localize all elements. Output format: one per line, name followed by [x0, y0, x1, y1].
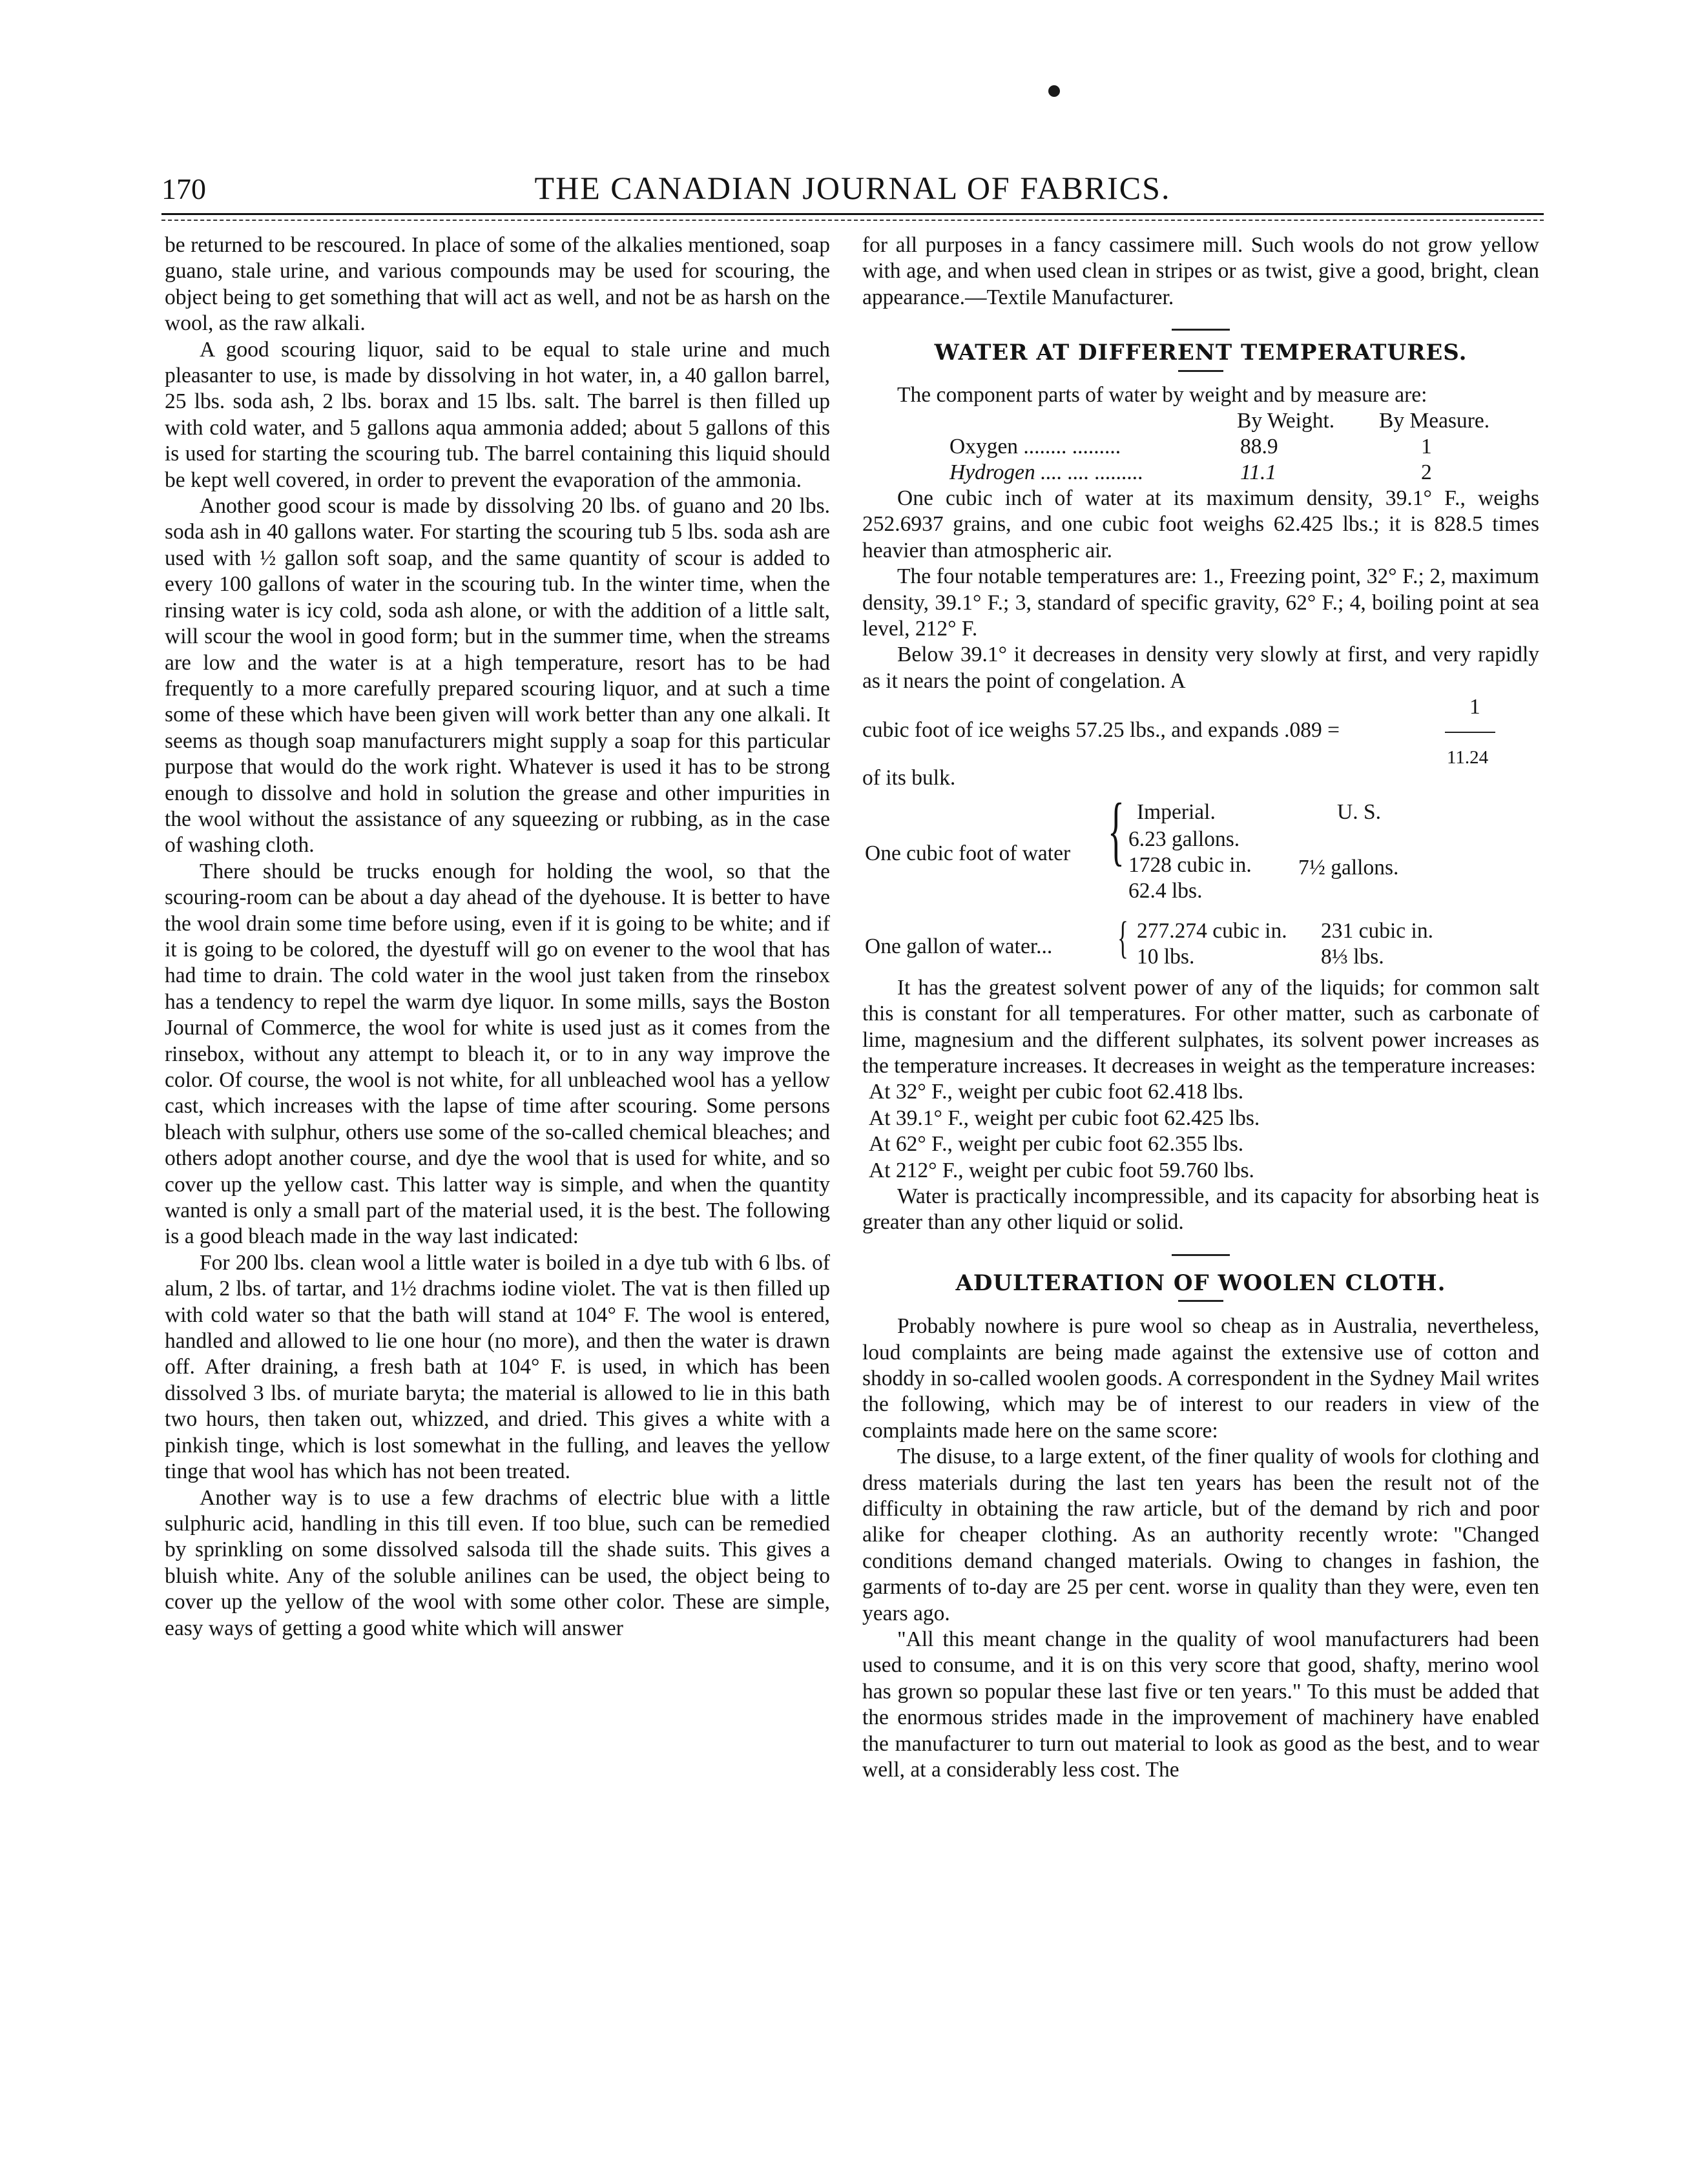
- brace-icon: {: [1117, 912, 1128, 963]
- paragraph: A good scouring liquor, said to be equal to stale urine and much pleasanter to use, is made by dissolving in hot water, in, a 40 gallon barrel, 25 lbs. soda ash, 2 lbs. borax and 15 lbs. salt. The barrel is then filled up with cold water, and 5 gallons aqua ammonia added; about 5 gallons of this is used for starting the scouring tub. The barrel containing this liquid should be kept well covered, in order to prevent the evaporation of the ammonia.: [165, 337, 830, 492]
- printer-mark: [1048, 85, 1060, 97]
- composition-row: [862, 434, 1539, 460]
- measure-value: 1: [1421, 435, 1432, 459]
- ice-text: cubic foot of ice weighs 57.25 lbs., and expands .089 =: [862, 718, 1340, 743]
- brace-icon: {: [1108, 787, 1125, 873]
- composition-header-row: [862, 408, 1539, 434]
- paragraph: of its bulk.: [862, 766, 956, 790]
- weight-value: 88.9: [1240, 435, 1278, 459]
- weight-item: At 212° F., weight per cubic foot 59.760 lbs.: [869, 1158, 1254, 1182]
- paragraph: Below 39.1° it decreases in density very slowly at first, and very rapidly as it nears the point of congelation. A: [862, 643, 1539, 693]
- cubic-foot-table: [862, 787, 1539, 907]
- paragraph: The disuse, to a large extent, of the finer quality of wools for clothing and dress materials during the last ten years has been the result not of the difficulty in obtaining the raw article, but of the demand by rich and poor alike for cheaper clothing. As an authority recently wrote: "Changed conditions demand changed materials. Owing to changes in fashion, the garments of to-day are 25 per cent. worse in quality than they were, even ten years ago.: [862, 1445, 1539, 1625]
- fraction-numerator: 1: [1469, 695, 1480, 719]
- fraction-bar: [1445, 732, 1495, 733]
- page-number: 170: [161, 172, 206, 205]
- composition-row: [862, 460, 1539, 486]
- header-rule: [161, 213, 1544, 215]
- imperial-value: 6.23 gallons.: [1128, 827, 1240, 851]
- imperial-value: 10 lbs.: [1137, 944, 1195, 969]
- paragraph: Another way is to use a few drachms of electric blue with a little sulphuric acid, handling in this till even. If too blue, such can be remedied by sprinkling on some dissolved salsoda till the shade suits. This gives a bluish white. Any of the soluble anilines can be used, the object being to cover up the yellow of the wool with some other color. These are simple, easy ways of getting a good white which will answer: [165, 1485, 830, 1640]
- us-value: 8⅓ lbs.: [1321, 944, 1384, 969]
- paragraph: Probably nowhere is pure wool so cheap as in Australia, nevertheless, loud complaints are being made against the extensive use of cotton and shoddy in so-called woolen goods. A correspondent in the Sydney Mail writes the following, which may be of interest to our readers in view of the complaints made here on the same score:: [862, 1314, 1539, 1443]
- weight-list: [862, 1079, 1539, 1184]
- imperial-header: Imperial.: [1137, 799, 1216, 824]
- gallon-table: [862, 912, 1539, 975]
- spacer: [862, 311, 1539, 329]
- article-heading: WATER AT DIFFERENT TEMPERATURES.: [934, 340, 1468, 366]
- weight-item: At 32° F., weight per cubic foot 62.418 lbs.: [869, 1080, 1244, 1104]
- by-measure-header: By Measure.: [1379, 409, 1490, 433]
- by-weight-header: By Weight.: [1237, 409, 1335, 433]
- weight-item: At 62° F., weight per cubic foot 62.355 lbs.: [869, 1132, 1244, 1157]
- paragraph: "All this meant change in the quality of wool manufacturers had been used to consume, and it is on this very score that good, shafty, merino wool has grown so popular these last five or ten years." To this must be added that the enormous strides made in the improvement of machinery have enabled the manufacturer to turn out material to look as good as the best, and to wear well, at a considerably less cost. The: [862, 1627, 1539, 1782]
- ice-expansion-line: [862, 694, 1539, 768]
- paragraph: The four notable temperatures are: 1., Freezing point, 32° F.; 2, maximum density, 39.1° F.; 3, standard of specific gravity, 62° F.; 4, boiling point at sea level, 212° F.: [862, 564, 1539, 641]
- paragraph: There should be trucks enough for holding the wool, so that the scouring-room can be about a day ahead of the dyehouse. It is better to have the wool drain some time before using, even if it is going to be white; and if it is going to be colored, the dyestuff will go on evener to the wool that has had time to drain. The cold water in the wool just taken from the rinsebox has a tendency to repel the warm dye liquor. In some mills, says the Boston Journal of Commerce, the wool for white is used just as it comes from the rinsebox, without any attempt to bleach it, or to in any way improve the color. Of course, the wool is not white, for all unbleached wool has a yellow cast, which increases with the lapse of time after scouring. Some persons bleach with sulphur, others use some of the so-called chemical bleaches; and others adopt another course, and dye the wool that is used for white, and so cover up the yellow cast. This latter way is simple, and when the quantity wanted is only a small part of the material used, it is the best. The following is a good bleach made in the way last indicated:: [165, 859, 830, 1249]
- imperial-value: 277.274 cubic in.: [1137, 918, 1287, 943]
- paragraph: be returned to be rescoured. In place of some of the alkalies mentioned, soap guano, stale urine, and various compounds may be used for scouring, the object being to get something that will act as well, and not be as harsh on the wool, as the raw alkali.: [165, 233, 830, 336]
- left-column: [165, 232, 830, 1642]
- element-name: Hydrogen .... .... .........: [949, 460, 1144, 485]
- page-header: [161, 169, 1544, 212]
- right-column: [862, 232, 1539, 1783]
- paragraph: One cubic inch of water at its maximum density, 39.1° F., weighs 252.6937 grains, and one cubic foot weighs 62.425 lbs.; it is 828.5 times heavier than atmospheric air.: [862, 486, 1539, 562]
- paragraph: The component parts of water by weight and by measure are:: [897, 382, 1427, 407]
- imperial-value: 1728 cubic in.: [1128, 852, 1252, 877]
- paragraph: Another good scour is made by dissolving 20 lbs. of guano and 20 lbs. soda ash in 40 gallons water. For starting the scouring tub 5 lbs. soda ash are used with ½ gallon soft soap, and the same quantity of scour is added to every 100 gallons of water in the scouring tub. In the winter time, when the rinsing water is icy cold, soda ash alone, or with the addition of a little salt, will scour the wool in good form; but in the summer time, when the streams are low and the water is at a high temperature, resort has to be had frequently to a more carefully prepared scouring liquor, and at such a time some of these which have been given will work better than any one alkali. It seems as though soap manufacturers might supply a soap for this particular purpose that would do the work right. Whatever is used it has to be strong enough to dissolve and hold in solution the grease and other impurities in the wool without the assistance of any squeezing or rubbing, as in the case of washing cloth.: [165, 494, 830, 858]
- us-header: U. S.: [1337, 799, 1381, 824]
- us-value: 231 cubic in.: [1321, 918, 1433, 943]
- header-rule-dashed: [161, 220, 1544, 221]
- paragraph: for all purposes in a fancy cassimere mill. Such wools do not grow yellow with age, and when used clean in stripes or as twist, give a good, bright, clean appearance.—Textile Manufacturer.: [862, 233, 1539, 309]
- paragraph: For 200 lbs. clean wool a little water is boiled in a dye tub with 6 lbs. of alum, 2 lbs. of tartar, and 1½ drachms iodine violet. The vat is then filled up with cold water so that the bath will stand at 104° F. The wool is entered, handled and allowed to lie one hour (no more), and then the water is drawn off. After draining, a fresh bath at 104° F. is used, in which has been dissolved 3 lbs. of muriate baryta; the material is allowed to lie in this bath two hours, then taken out, whizzed, and dried. This gives a white with a pinkish tinge, which is lost somewhat in the fulling, and leaves the yellow tinge that wool has which has not been treated.: [165, 1250, 830, 1484]
- gallon-label: One gallon of water...: [865, 934, 1053, 958]
- paragraph: Water is practically incompressible, and its capacity for absorbing heat is greater than any other liquid or solid.: [862, 1184, 1539, 1235]
- element-name: Oxygen ........ .........: [949, 435, 1121, 459]
- article-heading: ADULTERATION OF WOOLEN CLOTH.: [955, 1270, 1446, 1296]
- journal-title: THE CANADIAN JOURNAL OF FABRICS.: [534, 170, 1171, 206]
- fraction-denominator: 11.24: [1447, 747, 1489, 768]
- us-value: 7½ gallons.: [1298, 855, 1399, 880]
- measure-value: 2: [1421, 460, 1432, 485]
- cubic-foot-label: One cubic foot of water: [865, 841, 1071, 865]
- imperial-value: 62.4 lbs.: [1128, 878, 1203, 903]
- weight-item: At 39.1° F., weight per cubic foot 62.425 lbs.: [869, 1106, 1260, 1130]
- weight-value: 11.1: [1240, 460, 1277, 485]
- paragraph: It has the greatest solvent power of any of the liquids; for common salt this is constant for all temperatures. For other matter, such as carbonate of lime, magnesium and the different sulphates, its solvent power increases as the temperature increases. It decreases in weight as the temperature increases:: [862, 975, 1539, 1078]
